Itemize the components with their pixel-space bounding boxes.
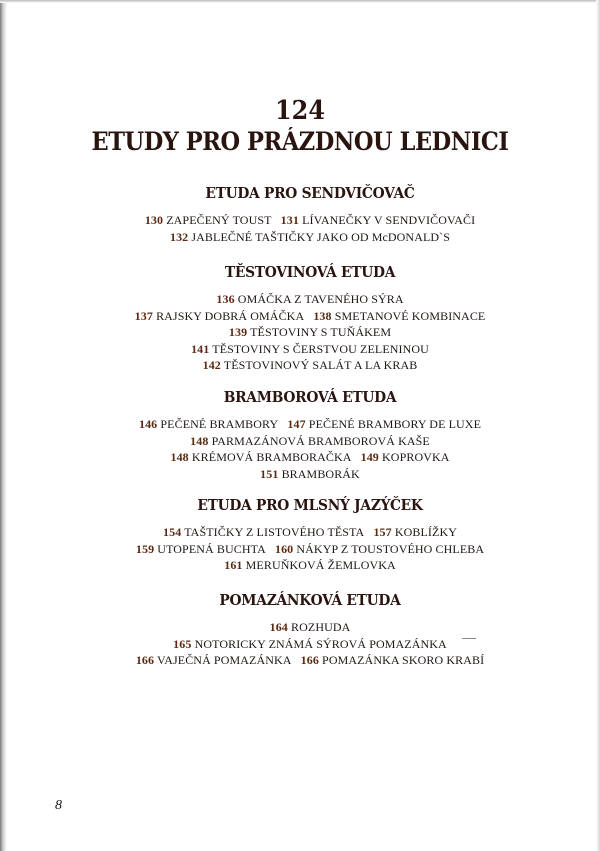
toc-line: [20, 229, 600, 246]
recipe-title[interactable]: NOTORICKY ZNÁMÁ SÝROVÁ POMAZÁNKA: [194, 636, 447, 651]
recipe-title[interactable]: MERUŇKOVÁ ŽEMLOVKA: [245, 558, 396, 572]
page-ref[interactable]: 148: [190, 433, 209, 448]
page-ref[interactable]: 166: [300, 653, 319, 667]
section-pomazankova: [20, 590, 600, 669]
toc-line: [20, 652, 600, 669]
recipe-title[interactable]: PARMAZÁNOVÁ BRAMBOROVÁ KAŠE: [211, 433, 430, 448]
page-ref[interactable]: 146: [138, 417, 158, 431]
section-heading: TĚSTOVINOVÁ ETUDA: [224, 263, 396, 281]
recipe-title[interactable]: OMÁČKA Z TAVENÉHO SÝRA: [237, 292, 404, 306]
page-ref[interactable]: 139: [228, 325, 248, 339]
page-number: 8: [55, 798, 62, 813]
toc-line: [20, 291, 600, 308]
page-ref[interactable]: 154: [163, 525, 182, 539]
toc-line: [20, 524, 600, 541]
scan-mark: [462, 638, 476, 639]
page-ref[interactable]: 149: [360, 450, 379, 464]
toc-line: [20, 357, 600, 374]
toc-line: [20, 541, 600, 558]
page-ref[interactable]: 142: [202, 358, 221, 372]
page-ref[interactable]: 148: [170, 450, 189, 464]
chapter-title: [0, 96, 600, 158]
page-ref[interactable]: 161: [224, 558, 243, 572]
page-ref[interactable]: 165: [173, 636, 192, 651]
page-ref[interactable]: 131: [280, 213, 299, 227]
section-heading: ETUDA PRO SENDVIČOVAČ: [205, 184, 415, 202]
recipe-title[interactable]: TĚSTOVINY S TUŇÁKEM: [250, 325, 392, 339]
toc-line: [20, 308, 600, 325]
recipe-title[interactable]: PEČENÉ BRAMBORY: [160, 417, 279, 431]
recipe-title[interactable]: POMAZÁNKA SKORO KRABÍ: [322, 653, 485, 667]
recipe-title[interactable]: NÁKYP Z TOUSTOVÉHO CHLEBA: [296, 541, 485, 556]
page-ref[interactable]: 151: [260, 466, 279, 481]
toc-line: [20, 433, 600, 450]
recipe-title[interactable]: KRÉMOVÁ BRAMBORAČKA: [191, 450, 352, 464]
recipe-title[interactable]: SMETANOVÉ KOMBINACE: [334, 308, 486, 323]
page-ref[interactable]: 159: [135, 541, 155, 556]
toc-line: [20, 466, 600, 483]
recipe-title[interactable]: UTOPENÁ BUCHTA: [157, 541, 266, 556]
recipe-title[interactable]: TĚSTOVINY S ČERSTVOU ZELENINOU: [212, 341, 429, 356]
section-mlsny-jazycek: [20, 495, 600, 574]
page-ref[interactable]: 147: [287, 417, 306, 431]
section-testovinova: [20, 262, 600, 374]
page-ref[interactable]: 130: [144, 213, 164, 227]
section-bramborova: [20, 387, 600, 482]
recipe-count: 124: [275, 96, 325, 126]
section-heading: POMAZÁNKOVÁ ETUDA: [219, 591, 401, 609]
page-ref[interactable]: 164: [269, 620, 288, 634]
recipe-title[interactable]: ROZHUDA: [291, 620, 351, 634]
toc-line: [20, 449, 600, 466]
page-ref[interactable]: 136: [216, 292, 235, 306]
toc-line: [20, 636, 600, 653]
toc-line: [20, 341, 600, 358]
toc-line: [20, 212, 600, 229]
toc-line: [20, 324, 600, 341]
section-heading: ETUDA PRO MLSNÝ JAZÝČEK: [197, 496, 423, 514]
page-ref[interactable]: 138: [313, 308, 332, 323]
page-ref[interactable]: 132: [169, 229, 189, 244]
page-ref[interactable]: 157: [373, 525, 392, 539]
recipe-title[interactable]: TAŠTIČKY Z LISTOVÉHO TĚSTA: [184, 525, 365, 539]
page-ref[interactable]: 141: [191, 341, 210, 356]
recipe-title[interactable]: KOPROVKA: [382, 450, 450, 464]
recipe-title[interactable]: PEČENÉ BRAMBORY DE LUXE: [308, 417, 481, 431]
page-ref[interactable]: 166: [135, 653, 155, 667]
section-heading: BRAMBOROVÁ ETUDA: [223, 388, 397, 406]
recipe-title[interactable]: ZAPEČENÝ TOUST: [166, 213, 272, 227]
toc-line: [20, 416, 600, 433]
recipe-title[interactable]: BRAMBORÁK: [281, 466, 360, 481]
page-ref[interactable]: 160: [274, 541, 294, 556]
recipe-title[interactable]: LÍVANEČKY V SENDVIČOVAČI: [302, 213, 476, 227]
toc-line: [20, 619, 600, 636]
page-ref[interactable]: 137: [134, 308, 153, 323]
recipe-title[interactable]: RAJSKY DOBRÁ OMÁČKA: [156, 308, 305, 323]
page-edge-top: [0, 0, 600, 3]
recipe-title[interactable]: JABLEČNÉ TAŠTIČKY JAKO OD McDONALD`S: [191, 229, 451, 244]
recipe-title[interactable]: VAJEČNÁ POMAZÁNKA: [157, 653, 292, 667]
recipe-title[interactable]: KOBLÍŽKY: [394, 525, 457, 539]
section-sendvicovac: [20, 183, 600, 245]
chapter-heading: ETUDY PRO PRÁZDNOU LEDNICI: [91, 127, 509, 156]
recipe-title[interactable]: TĚSTOVINOVÝ SALÁT A LA KRAB: [223, 358, 418, 372]
toc-line: [20, 557, 600, 574]
